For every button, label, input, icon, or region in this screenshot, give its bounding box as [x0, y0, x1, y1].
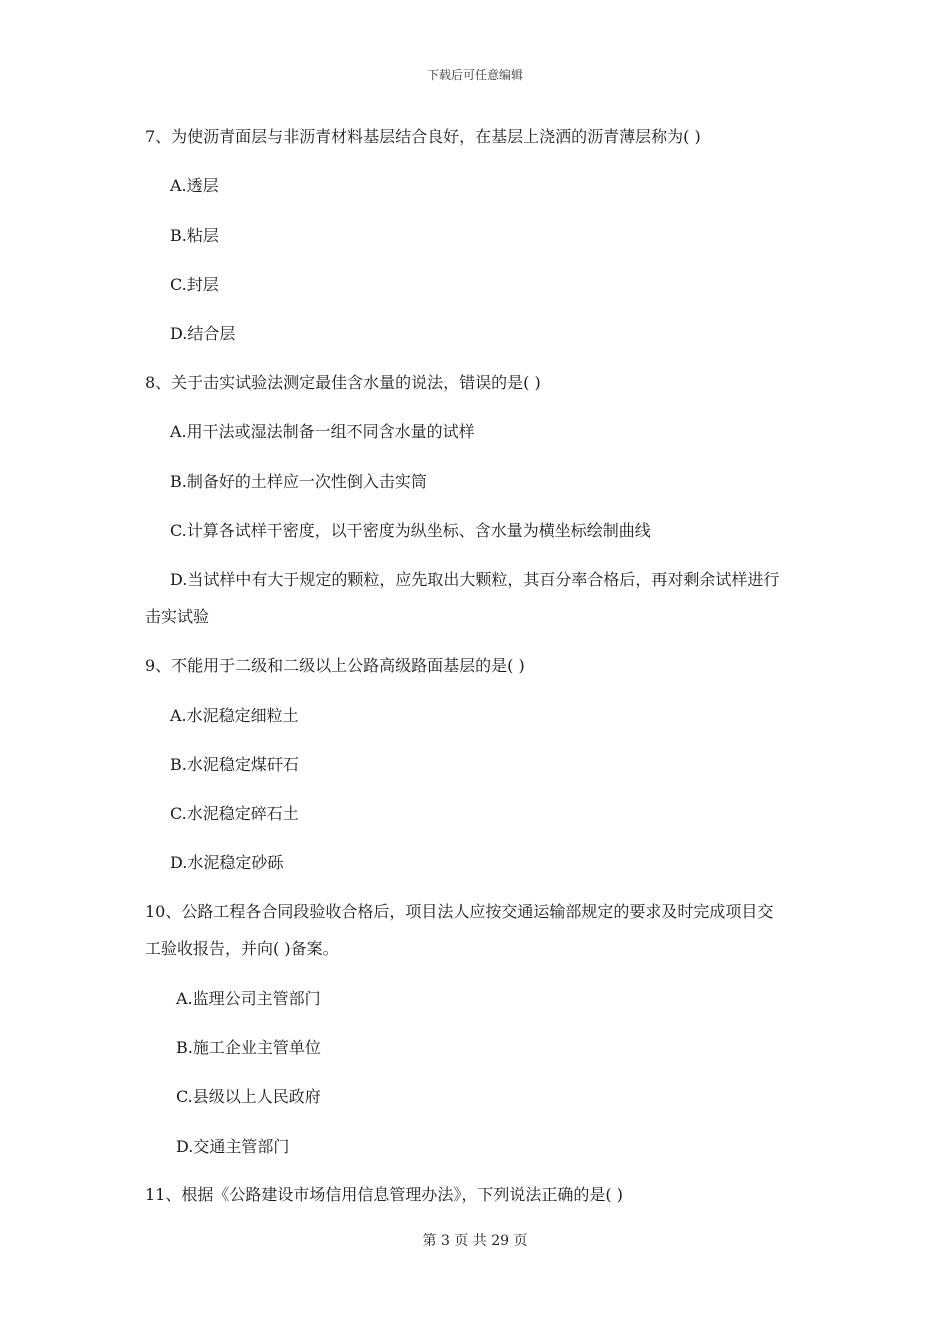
question-stem: 8、关于击实试验法测定最佳含水量的说法，错误的是( ): [145, 373, 541, 392]
option-b: B.施工企业主管单位: [176, 1038, 321, 1057]
page-footer: 第 3 页 共 29 页: [422, 1233, 528, 1249]
option-c: C.县级以上人民政府: [176, 1087, 321, 1106]
question-stem: 9、不能用于二级和二级以上公路高级路面基层的是( ): [145, 656, 525, 675]
option-c: C.封层: [170, 275, 219, 294]
option-a: A.用干法或湿法制备一组不同含水量的试样: [170, 422, 475, 441]
option-d: D.结合层: [170, 324, 236, 343]
question-stem: 11、根据《公路建设市场信用信息管理办法》，下列说法正确的是( ): [145, 1185, 623, 1204]
question-stem-continued: 工验收报告，并向( )备案。: [145, 939, 339, 958]
question-stem: 10、公路工程各合同段验收合格后，项目法人应按交通运输部规定的要求及时完成项目交: [145, 902, 774, 921]
option-a: A.监理公司主管部门: [176, 989, 321, 1008]
page-header: 下载后可任意编辑: [426, 68, 523, 82]
option-c: C.计算各试样干密度，以干密度为纵坐标、含水量为横坐标绘制曲线: [170, 521, 651, 540]
option-b: B.水泥稳定煤矸石: [170, 755, 299, 774]
option-b: B.粘层: [170, 226, 219, 245]
question-stem: 7、为使沥青面层与非沥青材料基层结合良好，在基层上浇洒的沥青薄层称为( ): [145, 127, 701, 146]
option-d-continued: 击实试验: [145, 607, 210, 626]
option-d: D.水泥稳定砂砾: [170, 853, 284, 872]
option-d: D.交通主管部门: [176, 1137, 290, 1156]
option-a: A.透层: [170, 176, 219, 195]
option-d: D.当试样中有大于规定的颗粒，应先取出大颗粒，其百分率合格后，再对剩余试样进行: [170, 570, 780, 589]
option-c: C.水泥稳定碎石土: [170, 804, 299, 823]
option-b: B.制备好的土样应一次性倒入击实筒: [170, 472, 427, 491]
option-a: A.水泥稳定细粒土: [170, 706, 299, 725]
